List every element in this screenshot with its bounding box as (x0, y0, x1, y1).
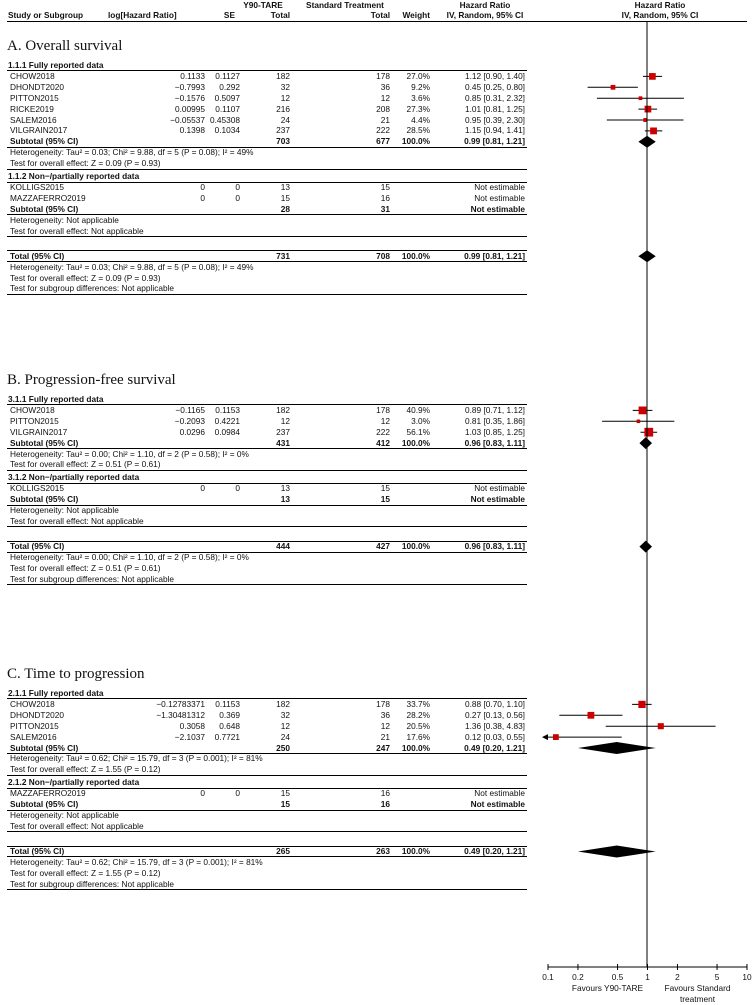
header-se: SE (223, 10, 235, 20)
heterogeneity-text: Heterogeneity: Not applicable (10, 810, 119, 821)
total2-value: 208 (376, 103, 390, 114)
total-total1: 731 (276, 250, 290, 261)
subtotal-ci: 0.99 [0.81, 1.21] (464, 136, 525, 147)
subgroup-difference-text: Test for subgroup differences: Not applicable (10, 878, 175, 889)
subtotal-total1: 15 (280, 799, 290, 810)
total1-value: 182 (276, 698, 290, 709)
subtotal-ci: Not estimable (470, 203, 525, 214)
total-heterogeneity-text: Heterogeneity: Tau² = 0.03; Chi² = 9.88, df = 5 (P = 0.08); I² = 49% (10, 261, 254, 272)
weight-value: 28.5% (406, 125, 430, 136)
se-value: 0.369 (219, 709, 240, 720)
weight-value: 20.5% (406, 720, 430, 731)
total1-value: 216 (276, 103, 290, 114)
weight-value: 17.6% (406, 731, 430, 742)
study-name: CHOW2018 (10, 70, 55, 81)
total1-value: 12 (280, 415, 290, 426)
study-name: PITTON2015 (10, 720, 59, 731)
subtotal-label: Subtotal (95% CI) (10, 799, 79, 810)
overall-effect-text: Test for overall effect: Not applicable (10, 225, 144, 236)
total2-value: 16 (380, 192, 390, 203)
total-weight: 100.0% (401, 846, 430, 857)
subgroup-difference-text: Test for subgroup differences: Not applicable (10, 283, 175, 294)
se-value: 0.7721 (214, 731, 240, 742)
study-marker (644, 428, 653, 437)
total-diamond (578, 846, 656, 858)
subtotal-total1: 703 (276, 136, 290, 147)
se-value: 0.648 (219, 720, 240, 731)
total-overall-effect-text: Test for overall effect: Z = 0.51 (P = 0.61) (10, 562, 161, 573)
se-value: 0.1153 (215, 404, 240, 415)
total-total2: 708 (376, 250, 390, 261)
x-tick-label: 0.5 (611, 972, 624, 982)
total2-value: 178 (376, 404, 390, 415)
study-marker (638, 701, 645, 708)
axis-label-right: Favours Standard treatment (664, 983, 731, 1004)
subtotal-total2: 412 (376, 437, 390, 448)
total1-value: 24 (280, 731, 290, 742)
total2-value: 15 (380, 483, 390, 494)
loghr-value: −0.1165 (175, 404, 205, 415)
se-value: 0.0984 (214, 426, 240, 437)
subtotal-total1: 28 (280, 203, 290, 214)
subtotal-label: Subtotal (95% CI) (10, 437, 79, 448)
study-marker (553, 734, 559, 740)
hr-ci-value: 0.45 [0.25, 0.80] (465, 81, 525, 92)
total1-value: 13 (280, 483, 290, 494)
total2-value: 21 (380, 731, 390, 742)
x-tick-label: 0.1 (542, 972, 554, 982)
total1-value: 24 (280, 114, 290, 125)
se-value: 0.4221 (214, 415, 240, 426)
loghr-value: −0.12783371 (156, 698, 205, 709)
header-total1: Total (270, 10, 290, 20)
loghr-value: 0 (200, 192, 205, 203)
subtotal-ci: 0.96 [0.83, 1.11] (464, 437, 525, 448)
overall-effect-text: Test for overall effect: Not applicable (10, 516, 144, 527)
total-overall-effect-text: Test for overall effect: Z = 0.09 (P = 0.93) (10, 272, 161, 283)
study-name: VILGRAIN2017 (10, 125, 68, 136)
x-tick-label: 10 (742, 972, 752, 982)
total2-value: 36 (380, 709, 390, 720)
study-marker (639, 96, 643, 100)
loghr-value: 0.3058 (179, 720, 205, 731)
se-value: 0.5097 (214, 92, 240, 103)
weight-value: 27.0% (406, 70, 430, 81)
study-name: PITTON2015 (10, 92, 59, 103)
weight-value: 28.2% (406, 709, 430, 720)
overall-effect-text: Test for overall effect: Z = 0.51 (P = 0.61) (10, 459, 161, 470)
se-value: 0.1107 (215, 103, 240, 114)
subtotal-diamond (578, 742, 656, 754)
hr-ci-value: Not estimable (474, 182, 525, 193)
subtotal-label: Subtotal (95% CI) (10, 203, 79, 214)
hr-ci-value: 0.89 [0.71, 1.12] (465, 404, 525, 415)
subtotal-diamond (639, 437, 652, 449)
subtotal-total2: 247 (376, 742, 390, 753)
loghr-value: 0.1398 (179, 125, 205, 136)
se-value: 0 (235, 788, 240, 799)
total-total2: 263 (376, 846, 390, 857)
weight-value: 40.9% (406, 404, 430, 415)
se-value: 0.45308 (210, 114, 240, 125)
loghr-value: −0.7993 (174, 81, 205, 92)
hr-ci-value: 0.85 [0.31, 2.32] (465, 92, 525, 103)
se-value: 0.1127 (215, 70, 240, 81)
study-name: PITTON2015 (10, 415, 59, 426)
total-overall-effect-text: Test for overall effect: Z = 1.55 (P = 0.12) (10, 867, 161, 878)
loghr-value: −0.2093 (174, 415, 205, 426)
total2-value: 178 (376, 698, 390, 709)
overall-effect-text: Test for overall effect: Not applicable (10, 820, 144, 831)
study-marker (637, 420, 641, 424)
total-ci: 0.99 [0.81, 1.21] (464, 250, 525, 261)
study-name: MAZZAFERRO2019 (10, 788, 86, 799)
section-title: A. Overall survival (7, 38, 123, 54)
total1-value: 12 (280, 720, 290, 731)
subtotal-total2: 16 (380, 799, 390, 810)
axis-label-left: Favours Y90-TARE (571, 983, 644, 993)
header-group1: Y90-TARE (243, 0, 283, 10)
study-marker (588, 712, 595, 719)
hr-ci-value: Not estimable (474, 192, 525, 203)
study-name: DHONDT2020 (10, 81, 64, 92)
weight-value: 33.7% (406, 698, 430, 709)
total-label: Total (95% CI) (10, 250, 65, 261)
hr-ci-value: 0.95 [0.39, 2.30] (465, 114, 525, 125)
overall-effect-text: Test for overall effect: Z = 1.55 (P = 0.12) (10, 764, 161, 775)
loghr-value: −0.05537 (170, 114, 205, 125)
loghr-value: 0 (200, 483, 205, 494)
subgroup-label: 3.1.1 Fully reported data (8, 394, 104, 404)
total2-value: 222 (376, 426, 390, 437)
weight-value: 3.6% (411, 92, 430, 103)
total-total1: 265 (276, 846, 290, 857)
hr-ci-value: 1.12 [0.90, 1.40] (465, 70, 525, 81)
se-value: 0.1153 (215, 698, 240, 709)
loghr-value: 0.00995 (175, 103, 205, 114)
header-method: IV, Random, 95% CI (446, 10, 524, 20)
subgroup-label: 2.1.2 Non−/partially reported data (8, 777, 140, 788)
study-marker (658, 723, 664, 729)
study-name: SALEM2016 (10, 731, 57, 742)
study-name: RICKE2019 (10, 103, 54, 114)
header-group2: Standard Treatment (306, 0, 384, 10)
study-marker (649, 73, 656, 80)
subgroup-label: 1.1.2 Non−/partially reported data (8, 171, 140, 182)
hr-ci-value: 0.88 [0.70, 1.10] (465, 698, 525, 709)
total1-value: 182 (276, 404, 290, 415)
subtotal-weight: 100.0% (401, 742, 430, 753)
header-plot-method: IV, Random, 95% CI (621, 10, 699, 20)
total-heterogeneity-text: Heterogeneity: Tau² = 0.62; Chi² = 15.79, df = 3 (P = 0.001); I² = 81% (10, 856, 263, 867)
loghr-value: −1.30481312 (156, 709, 205, 720)
study-marker (611, 85, 616, 90)
overall-effect-text: Test for overall effect: Z = 0.09 (P = 0.93) (10, 158, 161, 169)
heterogeneity-text: Heterogeneity: Not applicable (10, 214, 119, 225)
study-marker (639, 407, 647, 415)
se-value: 0 (235, 192, 240, 203)
subtotal-weight: 100.0% (401, 136, 430, 147)
heterogeneity-text: Heterogeneity: Not applicable (10, 505, 119, 516)
total2-value: 12 (380, 415, 390, 426)
heterogeneity-text: Heterogeneity: Tau² = 0.62; Chi² = 15.79, df = 3 (P = 0.001); I² = 81% (10, 753, 263, 764)
study-name: KOLLIGS2015 (10, 182, 64, 193)
total-total1: 444 (276, 541, 290, 552)
subtotal-total2: 677 (376, 136, 390, 147)
total1-value: 12 (280, 92, 290, 103)
ci-arrow (542, 734, 548, 740)
hr-ci-value: Not estimable (474, 788, 525, 799)
subtotal-label: Subtotal (95% CI) (10, 494, 79, 505)
subtotal-total1: 13 (280, 494, 290, 505)
total1-value: 15 (280, 788, 290, 799)
hr-ci-value: 0.12 [0.03, 0.55] (465, 731, 525, 742)
loghr-value: 0 (200, 788, 205, 799)
x-tick-label: 5 (714, 972, 720, 982)
hr-ci-value: 0.81 [0.35, 1.86] (465, 415, 525, 426)
weight-value: 4.4% (411, 114, 430, 125)
weight-value: 27.3% (406, 103, 430, 114)
header-hr: Hazard Ratio (459, 0, 511, 10)
subgroup-difference-text: Test for subgroup differences: Not applicable (10, 573, 175, 584)
subgroup-label: 1.1.1 Fully reported data (8, 60, 104, 70)
study-name: CHOW2018 (10, 698, 55, 709)
hr-ci-value: 0.27 [0.13, 0.56] (465, 709, 525, 720)
weight-value: 9.2% (411, 81, 430, 92)
subtotal-ci: 0.49 [0.20, 1.21] (464, 742, 525, 753)
section-title: C. Time to progression (7, 666, 145, 682)
heterogeneity-text: Heterogeneity: Tau² = 0.03; Chi² = 9.88, df = 5 (P = 0.08); I² = 49% (10, 147, 254, 158)
hr-ci-value: Not estimable (474, 483, 525, 494)
total1-value: 182 (276, 70, 290, 81)
study-marker (645, 106, 652, 113)
study-marker (650, 127, 657, 134)
header-weight: Weight (402, 10, 430, 20)
se-value: 0 (235, 182, 240, 193)
total-total2: 427 (376, 541, 390, 552)
subtotal-label: Subtotal (95% CI) (10, 136, 79, 147)
subtotal-total1: 431 (276, 437, 290, 448)
hr-ci-value: 1.15 [0.94, 1.41] (465, 125, 525, 136)
subgroup-label: 2.1.1 Fully reported data (8, 688, 104, 698)
study-name: VILGRAIN2017 (10, 426, 68, 437)
x-tick-label: 1 (645, 972, 650, 982)
loghr-value: 0 (200, 182, 205, 193)
subtotal-weight: 100.0% (401, 437, 430, 448)
x-tick-label: 0.2 (572, 972, 584, 982)
header-loghr: log[Hazard Ratio] (108, 10, 177, 20)
study-name: DHONDT2020 (10, 709, 64, 720)
se-value: 0.1034 (214, 125, 240, 136)
study-name: MAZZAFERRO2019 (10, 192, 86, 203)
total-heterogeneity-text: Heterogeneity: Tau² = 0.00; Chi² = 1.10, df = 2 (P = 0.58); I² = 0% (10, 552, 249, 563)
total2-value: 178 (376, 70, 390, 81)
loghr-value: −0.1576 (174, 92, 205, 103)
total2-value: 222 (376, 125, 390, 136)
total1-value: 13 (280, 182, 290, 193)
total2-value: 15 (380, 182, 390, 193)
x-tick-label: 2 (675, 972, 680, 982)
loghr-value: 0.0296 (179, 426, 205, 437)
hr-ci-value: 1.36 [0.38, 4.83] (465, 720, 525, 731)
se-value: 0.292 (219, 81, 240, 92)
header-study: Study or Subgroup (8, 10, 84, 20)
loghr-value: −2.1037 (174, 731, 205, 742)
subtotal-ci: Not estimable (470, 799, 525, 810)
heterogeneity-text: Heterogeneity: Tau² = 0.00; Chi² = 1.10, df = 2 (P = 0.58); I² = 0% (10, 448, 249, 459)
total-diamond (639, 541, 652, 553)
total-weight: 100.0% (401, 250, 430, 261)
total1-value: 15 (280, 192, 290, 203)
total2-value: 12 (380, 92, 390, 103)
total2-value: 21 (380, 114, 390, 125)
total-ci: 0.96 [0.83, 1.11] (464, 541, 525, 552)
total1-value: 32 (280, 81, 290, 92)
total1-value: 237 (276, 426, 290, 437)
hr-ci-value: 1.03 [0.85, 1.25] (465, 426, 525, 437)
total-label: Total (95% CI) (10, 541, 65, 552)
section-title: B. Progression-free survival (7, 372, 176, 388)
weight-value: 56.1% (406, 426, 430, 437)
total1-value: 32 (280, 709, 290, 720)
total-ci: 0.49 [0.20, 1.21] (464, 846, 525, 857)
loghr-value: 0.1133 (180, 70, 205, 81)
total1-value: 237 (276, 125, 290, 136)
study-name: KOLLIGS2015 (10, 483, 64, 494)
subgroup-label: 3.1.2 Non−/partially reported data (8, 472, 140, 483)
subtotal-total1: 250 (276, 742, 290, 753)
total-weight: 100.0% (401, 541, 430, 552)
subtotal-label: Subtotal (95% CI) (10, 742, 79, 753)
total-label: Total (95% CI) (10, 846, 65, 857)
header-plot-hr: Hazard Ratio (634, 0, 686, 10)
header-total2: Total (370, 10, 390, 20)
weight-value: 3.0% (411, 415, 430, 426)
hr-ci-value: 1.01 [0.81, 1.25] (465, 103, 525, 114)
study-name: CHOW2018 (10, 404, 55, 415)
total2-value: 16 (380, 788, 390, 799)
subtotal-total2: 31 (380, 203, 390, 214)
se-value: 0 (235, 483, 240, 494)
total2-value: 36 (380, 81, 390, 92)
study-name: SALEM2016 (10, 114, 57, 125)
total2-value: 12 (380, 720, 390, 731)
subtotal-ci: Not estimable (470, 494, 525, 505)
subtotal-total2: 15 (380, 494, 390, 505)
